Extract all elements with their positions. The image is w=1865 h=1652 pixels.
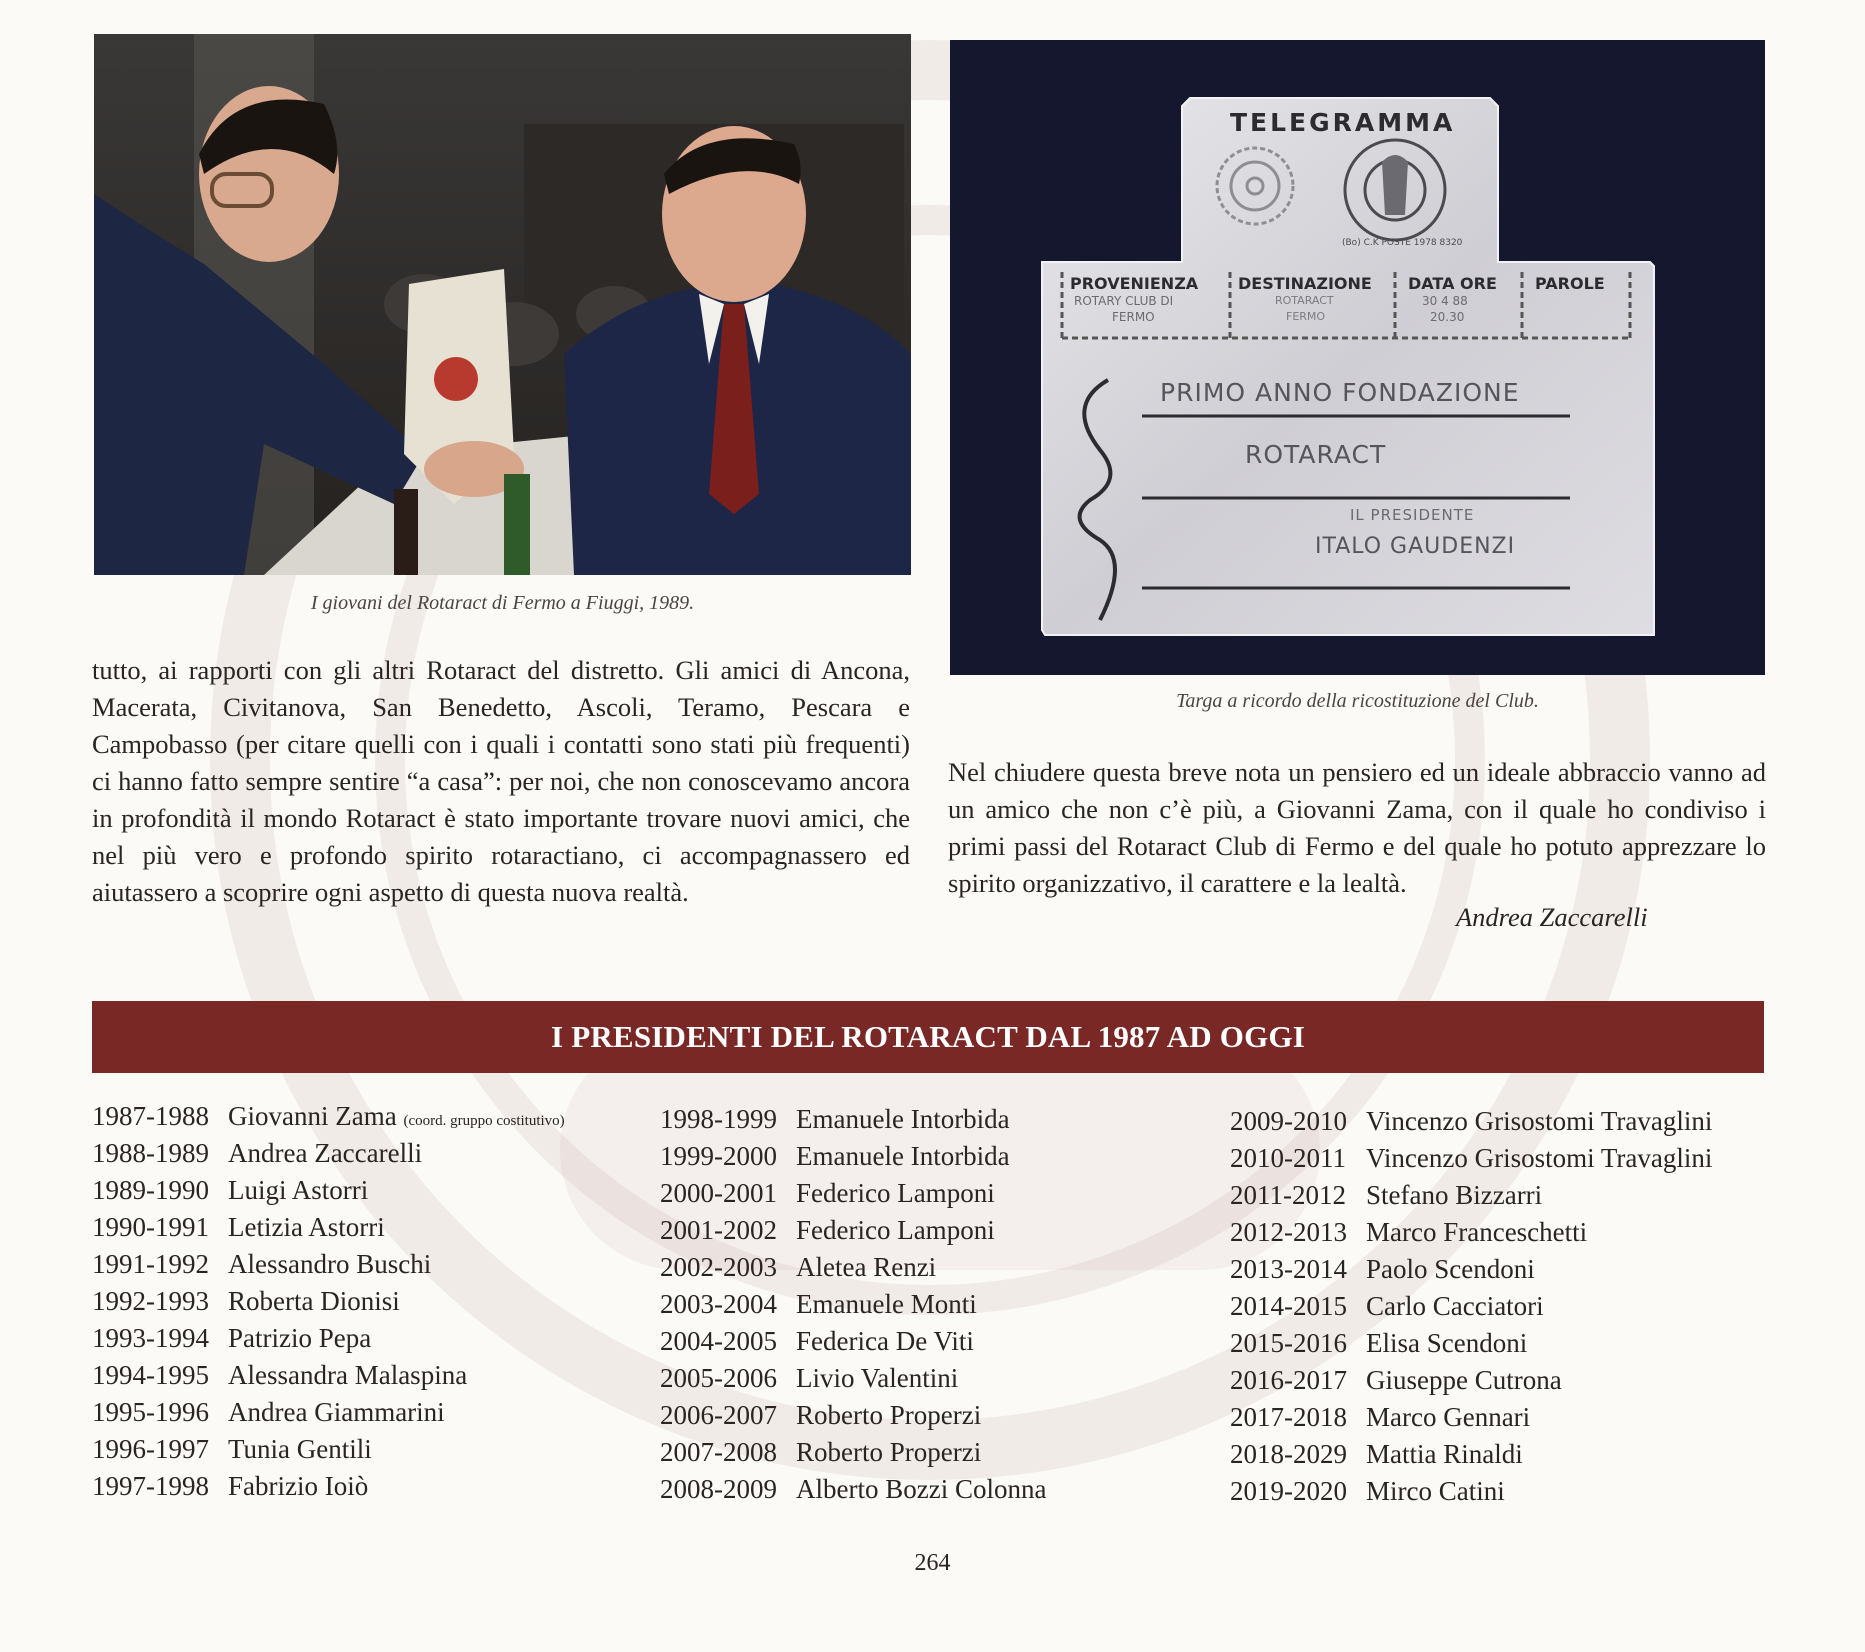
president-row	[1230, 1473, 1712, 1510]
president-row	[660, 1286, 1046, 1323]
president-name: Federico Lamponi	[796, 1215, 995, 1245]
president-years: 2003-2004	[660, 1289, 777, 1319]
presidents-column-2	[660, 1101, 1046, 1508]
president-name: Roberto Properzi	[796, 1400, 982, 1430]
data-ore-value-1: 30 4 88	[1422, 294, 1468, 308]
president-name: Alessandro Buschi	[228, 1249, 432, 1279]
president-years: 2011-2012	[1230, 1180, 1346, 1210]
telegram-message-line-2: ROTARACT	[1245, 440, 1387, 469]
telegram-signature-title: IL PRESIDENTE	[1350, 506, 1475, 524]
president-name: Giovanni Zama	[228, 1101, 397, 1131]
president-row	[660, 1397, 1046, 1434]
president-name: Giuseppe Cutrona	[1366, 1365, 1562, 1395]
president-row	[92, 1320, 565, 1357]
president-row	[92, 1394, 565, 1431]
provenienza-value-2: FERMO	[1112, 310, 1155, 324]
president-name: Federica De Viti	[796, 1326, 974, 1356]
president-row	[92, 1246, 565, 1283]
president-row	[92, 1135, 565, 1172]
author-signature: Andrea Zaccarelli	[1456, 902, 1648, 932]
president-years: 2007-2008	[660, 1437, 777, 1467]
president-row	[1230, 1214, 1712, 1251]
president-name: Roberta Dionisi	[228, 1286, 400, 1316]
president-row	[1230, 1251, 1712, 1288]
presidents-column-1	[92, 1098, 565, 1505]
data-ore-label: DATA ORE	[1408, 274, 1497, 293]
presidents-banner-title: I PRESIDENTI DEL ROTARACT DAL 1987 AD OGGI	[551, 1019, 1305, 1054]
president-name: Mirco Catini	[1366, 1476, 1505, 1506]
photo-caption: I giovani del Rotaract di Fermo a Fiuggi, 1989.	[310, 592, 695, 614]
president-name: Alberto Bozzi Colonna	[796, 1474, 1047, 1504]
president-years: 2016-2017	[1230, 1365, 1347, 1395]
president-name: Letizia Astorri	[228, 1212, 385, 1242]
president-row	[1230, 1399, 1712, 1436]
president-row	[660, 1471, 1046, 1508]
president-row	[1230, 1325, 1712, 1362]
president-name: Stefano Bizzarri	[1366, 1180, 1543, 1210]
president-years: 2010-2011	[1230, 1143, 1346, 1173]
president-years: 1993-1994	[92, 1323, 209, 1353]
president-years: 2015-2016	[1230, 1328, 1347, 1358]
telegram-signature-name: ITALO GAUDENZI	[1315, 534, 1516, 559]
president-name: Andrea Giammarini	[228, 1397, 445, 1427]
president-years: 2000-2001	[660, 1178, 777, 1208]
president-years: 2013-2014	[1230, 1254, 1347, 1284]
president-name: Marco Franceschetti	[1366, 1217, 1588, 1247]
provenienza-value-1: ROTARY CLUB DI	[1074, 294, 1174, 308]
president-row	[660, 1138, 1046, 1175]
president-row	[92, 1431, 565, 1468]
president-years: 2014-2015	[1230, 1291, 1347, 1321]
president-name: Emanuele Intorbida	[796, 1104, 1010, 1134]
left-paragraph: tutto, ai rapporti con gli altri Rotaract del distretto. Gli amici di Ancona, Macerata, Civitanova, San Benedetto, Ascoli, Teramo, Pescara e Campobasso (per citare quelli con i quali i contatti sono stati più frequenti) ci hanno fatto sempre sentire “a casa”: per noi, che non conoscevamo ancora in profondità il mondo Rotaract è stato importante trovare nuovi amici, che nel più vero e profondo spirito rotaractiano, ci accompagnassero ed aiutassero a scoprire ogni aspetto di questa nuova realtà.	[92, 655, 910, 907]
president-years: 1989-1990	[92, 1175, 209, 1205]
president-row	[660, 1212, 1046, 1249]
president-row	[1230, 1177, 1712, 1214]
president-name: Mattia Rinaldi	[1366, 1439, 1523, 1469]
destinazione-value-1: ROTARACT	[1275, 294, 1334, 307]
president-row	[92, 1209, 565, 1246]
parole-label: PAROLE	[1535, 274, 1605, 293]
president-row	[1230, 1288, 1712, 1325]
president-years: 2017-2018	[1230, 1402, 1347, 1432]
president-name: Emanuele Intorbida	[796, 1141, 1010, 1171]
president-name: Marco Gennari	[1366, 1402, 1531, 1432]
president-name: Paolo Scendoni	[1366, 1254, 1535, 1284]
president-row	[92, 1172, 565, 1209]
photo-illustration	[94, 34, 911, 575]
president-name: Andrea Zaccarelli	[228, 1138, 423, 1168]
president-years: 2018-2029	[1230, 1439, 1347, 1469]
president-years: 1995-1996	[92, 1397, 209, 1427]
president-years: 1987-1988	[92, 1101, 209, 1131]
president-years: 1988-1989	[92, 1138, 209, 1168]
president-row	[92, 1283, 565, 1320]
president-years: 1999-2000	[660, 1141, 777, 1171]
destinazione-label: DESTINAZIONE	[1238, 274, 1372, 293]
president-years: 2009-2010	[1230, 1106, 1347, 1136]
president-row	[660, 1101, 1046, 1138]
president-row	[92, 1357, 565, 1394]
data-ore-value-2: 20.30	[1430, 310, 1465, 324]
president-years: 2001-2002	[660, 1215, 777, 1245]
event-photo	[94, 34, 911, 575]
president-row	[92, 1098, 565, 1135]
president-years: 1998-1999	[660, 1104, 777, 1134]
president-years: 1996-1997	[92, 1434, 209, 1464]
president-name: Elisa Scendoni	[1366, 1328, 1528, 1358]
president-name: Alessandra Malaspina	[228, 1360, 468, 1390]
president-name: Emanuele Monti	[796, 1289, 977, 1319]
president-row	[1230, 1103, 1712, 1140]
president-years: 2012-2013	[1230, 1217, 1347, 1247]
president-row	[1230, 1140, 1712, 1177]
president-years: 2008-2009	[660, 1474, 777, 1504]
plaque-caption: Targa a ricordo della ricostituzione del Club.	[1176, 690, 1539, 712]
president-row	[660, 1249, 1046, 1286]
president-row	[660, 1323, 1046, 1360]
president-name: Federico Lamponi	[796, 1178, 995, 1208]
president-row	[92, 1468, 565, 1505]
president-row	[660, 1434, 1046, 1471]
president-name: Patrizio Pepa	[228, 1323, 372, 1353]
president-years: 1997-1998	[92, 1471, 209, 1501]
president-note: (coord. gruppo costitutivo)	[403, 1113, 565, 1129]
presidents-banner	[92, 1001, 1764, 1073]
president-name: Aletea Renzi	[796, 1252, 937, 1282]
destinazione-value-2: FERMO	[1286, 310, 1326, 323]
presidents-column-3	[1230, 1103, 1712, 1510]
provenienza-label: PROVENIENZA	[1070, 274, 1199, 293]
president-name: Vincenzo Grisostomi Travaglini	[1366, 1106, 1713, 1136]
telegram-title: TELEGRAMMA	[1230, 108, 1456, 137]
president-years: 2002-2003	[660, 1252, 777, 1282]
president-name: Carlo Cacciatori	[1366, 1291, 1544, 1321]
president-years: 2004-2005	[660, 1326, 777, 1356]
president-years: 1994-1995	[92, 1360, 209, 1390]
president-years: 1991-1992	[92, 1249, 209, 1279]
telegram-message-line-1: PRIMO ANNO FONDAZIONE	[1160, 378, 1520, 407]
president-name: Luigi Astorri	[228, 1175, 369, 1205]
president-row	[660, 1175, 1046, 1212]
president-row	[660, 1360, 1046, 1397]
president-years: 1992-1993	[92, 1286, 209, 1316]
president-name: Livio Valentini	[796, 1363, 959, 1393]
telegram-plaque	[950, 40, 1765, 675]
president-years: 1990-1991	[92, 1212, 209, 1242]
president-row	[1230, 1362, 1712, 1399]
president-name: Fabrizio Ioiò	[228, 1471, 369, 1501]
right-paragraph: Nel chiudere questa breve nota un pensiero ed un ideale abbraccio vanno ad un amico che non c’è più, a Giovanni Zama, con il quale ho condiviso i primi passi del Rotaract Club di Fermo e del quale ho potuto apprezzare lo spirito organizzativo, il carattere e la lealtà.	[948, 757, 1766, 898]
page-number: 264	[914, 1550, 951, 1576]
president-name: Vincenzo Grisostomi Travaglini	[1366, 1143, 1713, 1173]
president-name: Tunia Gentili	[228, 1434, 372, 1464]
president-row	[1230, 1436, 1712, 1473]
president-years: 2006-2007	[660, 1400, 777, 1430]
president-years: 2019-2020	[1230, 1476, 1347, 1506]
president-name: Roberto Properzi	[796, 1437, 982, 1467]
president-years: 2005-2006	[660, 1363, 777, 1393]
telegram-stamp-text: (Bo) C.K POSTE 1978 8320	[1342, 238, 1463, 248]
